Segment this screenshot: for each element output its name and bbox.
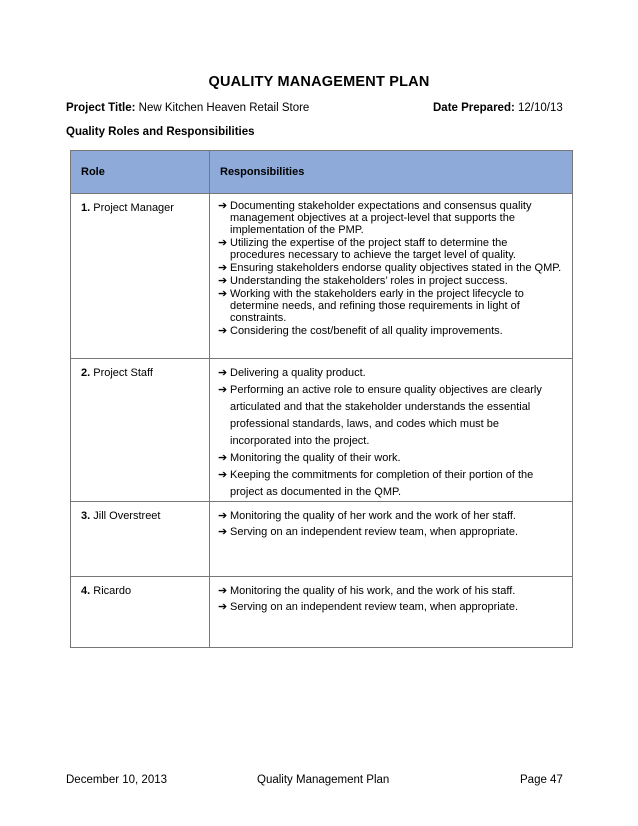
date-prepared-value: 12/10/13 [518,102,563,114]
responsibility-text: Performing an active role to ensure quality objectives are clearly articulated and that the stakeholder understands the essential professional standards, laws, and codes which must be incorporated into the project. [230,384,542,447]
date-prepared-label: Date Prepared: [433,102,515,114]
table-row [71,502,573,577]
arrow-right-icon: ➔ [218,275,228,287]
responsibility-item [218,583,562,599]
arrow-right-icon: ➔ [218,237,228,249]
responsibility-text: Serving on an independent review team, when appropriate. [230,601,519,613]
role-name: Jill Overstreet [93,510,161,522]
footer-date: December 10, 2013 [66,774,168,786]
responsibility-text: Ensuring stakeholders endorse quality objectives stated in the QMP. [230,262,562,274]
role-name: Project Staff [93,367,153,379]
role-cell [71,194,210,359]
responsibility-text: Keeping the commitments for completion of their portion of the project as documented in the QMP. [230,469,534,498]
responsibilities-cell [210,359,573,502]
responsibility-item [218,599,562,615]
date-prepared-line [433,102,563,114]
arrow-right-icon: ➔ [218,526,228,538]
arrow-right-icon: ➔ [218,384,228,396]
arrow-right-icon: ➔ [218,469,228,481]
role-number: 1. [81,202,91,214]
responsibility-item [218,524,562,540]
role-cell [71,577,210,648]
table-row [71,359,573,502]
responsibility-item [218,325,562,337]
responsibility-text: Monitoring the quality of her work and the work of her staff. [230,510,516,522]
arrow-right-icon: ➔ [218,325,228,337]
responsibility-text: Monitoring the quality of their work. [230,452,401,464]
table-header-row [71,151,573,194]
responsibility-item [218,508,562,524]
responsibility-item [218,467,562,501]
table-row [71,577,573,648]
role-number: 2. [81,367,91,379]
responsibility-item [218,450,562,467]
project-title-value: New Kitchen Heaven Retail Store [138,102,310,114]
responsibility-text: Documenting stakeholder expectations and consensus quality management objectives at a project-level that supports the implementation of the PMP. [230,200,532,236]
responsibility-item [218,200,562,236]
role-name: Ricardo [93,585,132,597]
footer-document-name: Quality Management Plan [257,774,390,786]
arrow-right-icon: ➔ [218,452,228,464]
arrow-right-icon: ➔ [218,200,228,212]
responsibilities-cell [210,502,573,577]
roles-table [70,150,573,648]
responsibility-text: Working with the stakeholders early in the project lifecycle to determine needs, and refining those requirements in light of constraints. [230,288,524,324]
header-role: Role [71,151,210,194]
responsibility-text: Monitoring the quality of his work, and the work of his staff. [230,585,516,597]
arrow-right-icon: ➔ [218,510,228,522]
responsibility-text: Delivering a quality product. [230,367,366,379]
responsibility-text: Understanding the stakeholders’ roles in project success. [230,275,508,287]
responsibility-item [218,382,562,450]
role-number: 4. [81,585,91,597]
role-cell [71,359,210,502]
arrow-right-icon: ➔ [218,601,228,613]
responsibility-text: Utilizing the expertise of the project staff to determine the procedures necessary to achieve the target level of quality. [230,237,516,261]
section-heading: Quality Roles and Responsibilities [66,126,255,138]
responsibility-text: Considering the cost/benefit of all quality improvements. [230,325,503,337]
header-responsibilities: Responsibilities [210,151,573,194]
responsibilities-cell [210,194,573,359]
role-cell [71,502,210,577]
responsibilities-cell [210,577,573,648]
arrow-right-icon: ➔ [218,367,228,379]
table-row [71,194,573,359]
responsibility-item [218,237,562,261]
arrow-right-icon: ➔ [218,262,228,274]
project-title-line [66,102,309,114]
project-title-label: Project Title: [66,102,136,114]
role-number: 3. [81,510,91,522]
role-name: Project Manager [93,202,174,214]
responsibility-item [218,262,562,274]
responsibility-text: Serving on an independent review team, when appropriate. [230,526,519,538]
responsibility-item [218,275,562,287]
document-title: QUALITY MANAGEMENT PLAN [208,74,430,90]
arrow-right-icon: ➔ [218,288,228,300]
arrow-right-icon: ➔ [218,585,228,597]
responsibility-item [218,288,562,324]
responsibility-item [218,365,562,382]
footer-page-number: Page 47 [520,774,563,786]
